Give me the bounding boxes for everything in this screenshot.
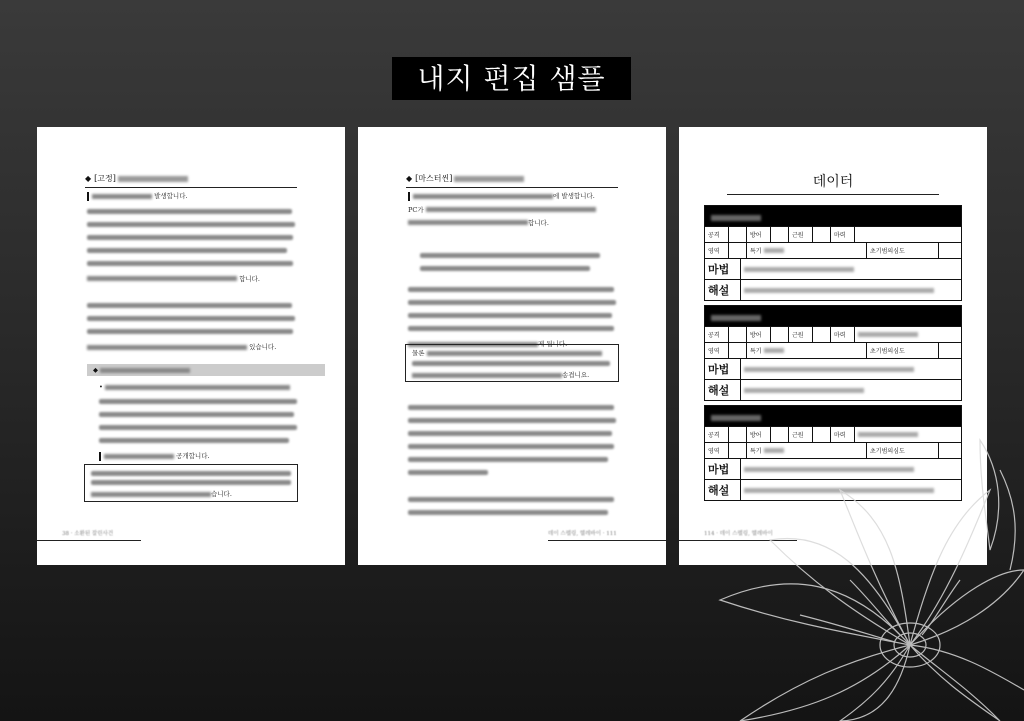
note-box (405, 344, 619, 382)
quote-block (420, 245, 628, 279)
section-heading (85, 173, 297, 188)
paragraph-4 (408, 489, 616, 523)
attack-label: 공격 (705, 227, 729, 242)
line-3-suffix: 합니다. (528, 218, 549, 227)
paragraph-2 (87, 295, 295, 351)
magic-power-label: 마력 (831, 327, 855, 342)
magic-power-label: 마력 (831, 427, 855, 442)
card-header (705, 206, 961, 226)
area-row (705, 242, 961, 258)
footer-divider (548, 540, 666, 541)
init-diff-label: 초기범의심도 (870, 448, 905, 455)
diamond-icon: ◆ (406, 174, 413, 183)
bullet-icon: • (99, 383, 103, 391)
card-header (705, 306, 961, 326)
attack-label: 공격 (705, 327, 729, 342)
commentary-label: 해설 (705, 480, 741, 500)
line-1-suffix: 에 발생합니다. (553, 192, 595, 200)
attack-label: 공격 (705, 427, 729, 442)
sample-page-2 (358, 127, 666, 565)
line-4-suffix: 게 됩니다. (538, 340, 568, 348)
trait-label: 특기 (750, 348, 762, 355)
area-label: 영역 (705, 343, 729, 358)
data-title: 데이터 (727, 171, 939, 195)
stat-card (704, 205, 962, 301)
sample-page-1 (37, 127, 345, 565)
area-label: 영역 (705, 443, 729, 458)
card-header (705, 406, 961, 426)
magic-row (705, 358, 961, 379)
magic-label: 마법 (705, 259, 741, 279)
line-2-prefix: PC가 (408, 205, 424, 214)
area-row (705, 342, 961, 358)
section-heading (406, 173, 618, 188)
init-diff-label: 초기범의심도 (870, 348, 905, 355)
commentary-label: 해설 (705, 380, 741, 400)
commentary-label: 해설 (705, 280, 741, 300)
paragraph-1-suffix: 발생합니다. (154, 192, 188, 200)
bullet-list (99, 383, 299, 461)
paragraph-3 (408, 397, 616, 483)
init-diff-label: 초기범의심도 (870, 248, 905, 255)
defense-label: 방어 (747, 427, 771, 442)
flower-illustration-icon (700, 430, 1024, 721)
magic-power-label: 마력 (831, 227, 855, 242)
magic-row (705, 258, 961, 279)
magic-label: 마법 (705, 459, 741, 479)
page-footer: 114 · 데이 스펠링, 헬레바이 (704, 531, 773, 537)
commentary-row (705, 279, 961, 300)
note-suffix: 송겹니요. (562, 371, 590, 379)
commentary-row (705, 379, 961, 400)
footer-divider (37, 540, 141, 541)
bullet-suffix: 공개합니다. (176, 452, 210, 460)
paragraph-2-suffix: 합니다. (239, 274, 260, 283)
heading-label: [고정] (94, 174, 116, 183)
paragraph-2 (408, 279, 616, 348)
defense-label: 방어 (747, 327, 771, 342)
paragraph-1 (408, 191, 616, 227)
page-footer: 38 · 소환된 잘린사건 (62, 531, 114, 537)
melee-label: 근원 (789, 227, 813, 242)
page-title: 내지 편집 샘플 (392, 57, 631, 100)
stat-row (705, 226, 961, 242)
paragraph-3-suffix: 있습니다. (249, 343, 277, 351)
heading-label: [마스터씬] (415, 174, 453, 183)
note-suffix: 습니다. (211, 490, 232, 498)
subsection-bar (87, 364, 325, 376)
stat-row (705, 326, 961, 342)
paragraph-1 (87, 191, 295, 283)
trait-label: 특기 (750, 248, 762, 255)
melee-label: 근원 (789, 327, 813, 342)
diamond-icon: ◆ (93, 366, 98, 374)
trait-label: 특기 (750, 448, 762, 455)
melee-label: 근원 (789, 427, 813, 442)
note-prefix: 물론 (412, 349, 425, 357)
stat-card (704, 305, 962, 401)
defense-label: 방어 (747, 227, 771, 242)
note-box (84, 464, 298, 502)
magic-label: 마법 (705, 359, 741, 379)
page-footer: 데이 스펠링, 헬레바이 · 111 (548, 531, 617, 537)
area-label: 영역 (705, 243, 729, 258)
diamond-icon: ◆ (85, 174, 92, 183)
